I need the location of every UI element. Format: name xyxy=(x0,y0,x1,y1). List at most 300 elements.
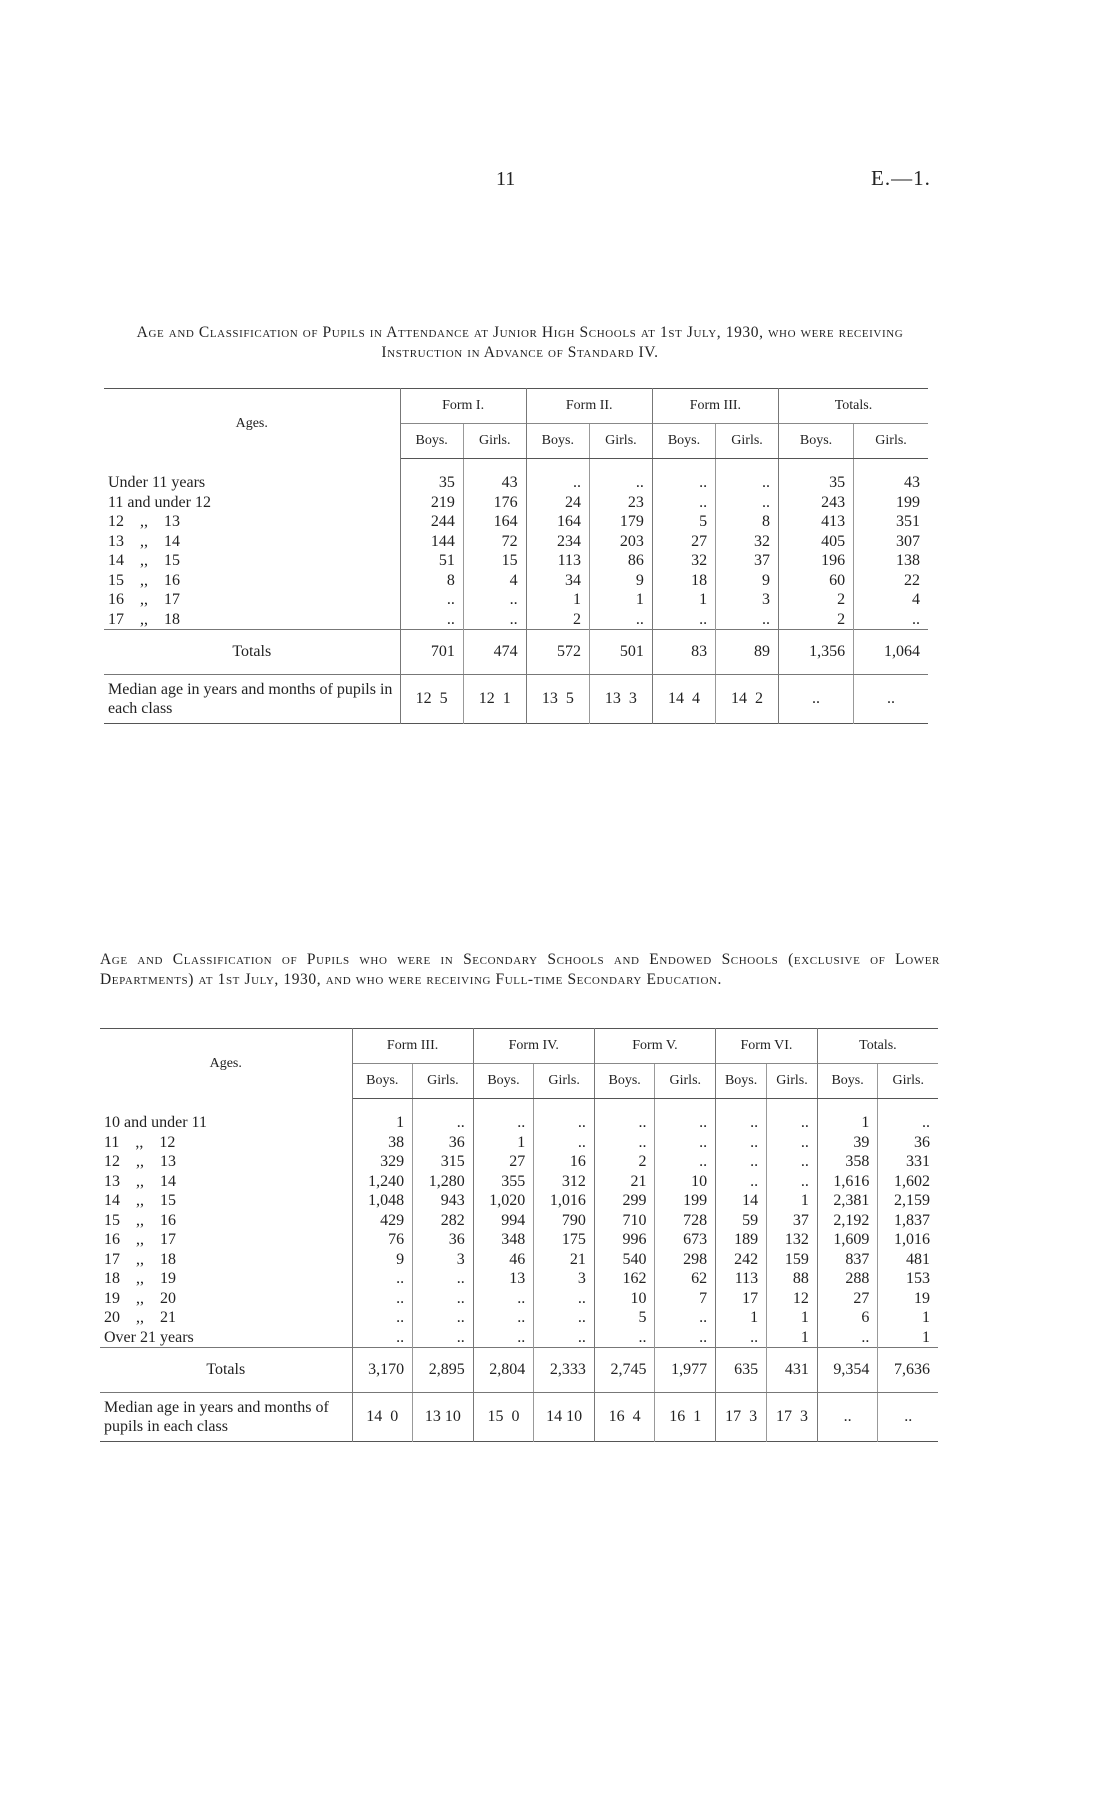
age-label-text: 16 ,, 17 xyxy=(104,1231,176,1248)
boys-value-cell: 1,616 xyxy=(817,1172,878,1192)
girls-value-cell: 331 xyxy=(878,1152,938,1172)
age-label-text: 15 ,, 16 xyxy=(108,571,180,589)
girls-value-cell: 4 xyxy=(854,590,928,610)
table-row xyxy=(104,493,928,513)
median-row xyxy=(100,1393,938,1442)
boys-value-cell: 164 xyxy=(526,512,589,532)
totals-row xyxy=(104,630,928,675)
median-value-cell: 17 3 xyxy=(767,1393,818,1442)
median-value-cell: .. xyxy=(817,1393,878,1442)
girls-value-cell: 298 xyxy=(655,1250,716,1270)
girls-value-cell: 8 xyxy=(716,512,779,532)
girls-value-cell: 9 xyxy=(589,571,652,591)
age-label xyxy=(104,571,400,591)
boys-value-cell: 329 xyxy=(352,1152,413,1172)
boys-value-cell: 355 xyxy=(473,1172,534,1192)
girls-subheader: Girls. xyxy=(854,424,928,459)
girls-value-cell: 312 xyxy=(534,1172,595,1192)
girls-value-cell: 1,280 xyxy=(413,1172,474,1192)
girls-value-cell: 62 xyxy=(655,1269,716,1289)
age-label-text: 11 ,, 12 xyxy=(104,1133,176,1151)
girls-value-cell: 164 xyxy=(463,512,526,532)
girls-value-cell: 36 xyxy=(413,1230,474,1250)
boys-value-cell: 5 xyxy=(594,1308,655,1328)
girls-subheader: Girls. xyxy=(878,1064,938,1099)
boys-value-cell: 994 xyxy=(473,1211,534,1231)
boys-value-cell: 2 xyxy=(778,610,853,630)
age-label-text: 20 ,, 21 xyxy=(104,1309,176,1326)
boys-value-cell: 358 xyxy=(817,1152,878,1172)
age-label xyxy=(100,1211,352,1231)
median-label: Median age in years and months of pupils in each class xyxy=(104,675,400,724)
boys-value-cell: 996 xyxy=(594,1230,655,1250)
boys-value-cell: 5 xyxy=(652,512,715,532)
age-label-text: 10 and under 11 xyxy=(104,1114,207,1131)
page-number: 11 xyxy=(496,168,516,190)
girls-value-cell: .. xyxy=(854,610,928,630)
girls-value-cell: .. xyxy=(534,1289,595,1309)
boys-value-cell: .. xyxy=(473,1328,534,1348)
girls-value-cell: 282 xyxy=(413,1211,474,1231)
girls-value-cell: .. xyxy=(767,1172,818,1192)
girls-value-cell: 2,159 xyxy=(878,1191,938,1211)
boys-value-cell: .. xyxy=(716,1172,767,1192)
girls-value-cell: .. xyxy=(655,1113,716,1133)
total-value-cell: 1,977 xyxy=(655,1348,716,1393)
median-value-cell: 14 10 xyxy=(534,1393,595,1442)
boys-value-cell: 1,020 xyxy=(473,1191,534,1211)
boys-value-cell: 1 xyxy=(716,1308,767,1328)
girls-value-cell: 175 xyxy=(534,1230,595,1250)
boys-value-cell: 242 xyxy=(716,1250,767,1270)
boys-value-cell: 35 xyxy=(778,473,853,493)
girls-value-cell: .. xyxy=(413,1328,474,1348)
boys-value-cell: .. xyxy=(352,1308,413,1328)
age-label-text: 12 ,, 13 xyxy=(108,513,180,530)
girls-value-cell: 1 xyxy=(878,1308,938,1328)
boys-value-cell: 76 xyxy=(352,1230,413,1250)
median-value-cell: 14 2 xyxy=(716,675,779,724)
girls-value-cell: 12 xyxy=(767,1289,818,1309)
spacer-row xyxy=(100,1099,938,1114)
girls-value-cell: 199 xyxy=(854,493,928,513)
ages-header: Ages. xyxy=(104,389,400,459)
total-value-cell: 83 xyxy=(652,630,715,675)
age-label-text: 11 and under 12 xyxy=(108,493,211,511)
form-header: Form VI. xyxy=(716,1029,818,1064)
boys-value-cell: .. xyxy=(352,1328,413,1348)
total-value-cell: 1,356 xyxy=(778,630,853,675)
median-row xyxy=(104,675,928,724)
total-value-cell: 635 xyxy=(716,1348,767,1393)
total-value-cell: 701 xyxy=(400,630,463,675)
boys-value-cell: .. xyxy=(652,493,715,513)
girls-value-cell: .. xyxy=(655,1308,716,1328)
girls-value-cell: 4 xyxy=(463,571,526,591)
age-label-text: 13 ,, 14 xyxy=(108,532,180,550)
boys-subheader: Boys. xyxy=(400,424,463,459)
boys-value-cell: 243 xyxy=(778,493,853,513)
boys-value-cell: 32 xyxy=(652,551,715,571)
age-label xyxy=(104,551,400,571)
boys-value-cell: .. xyxy=(716,1328,767,1348)
table-row xyxy=(100,1133,938,1153)
form-header: Form III. xyxy=(352,1029,473,1064)
boys-value-cell: 2,192 xyxy=(817,1211,878,1231)
form-header: Form IV. xyxy=(473,1029,594,1064)
total-value-cell: 3,170 xyxy=(352,1348,413,1393)
boys-subheader: Boys. xyxy=(526,424,589,459)
median-value-cell: 13 5 xyxy=(526,675,589,724)
boys-value-cell: 219 xyxy=(400,493,463,513)
girls-value-cell: .. xyxy=(655,1328,716,1348)
boys-value-cell: 13 xyxy=(473,1269,534,1289)
total-value-cell: 572 xyxy=(526,630,589,675)
girls-value-cell: 1,016 xyxy=(878,1230,938,1250)
girls-value-cell: .. xyxy=(655,1133,716,1153)
boys-value-cell: 38 xyxy=(352,1133,413,1153)
total-value-cell: 2,804 xyxy=(473,1348,534,1393)
form-header: Totals. xyxy=(778,389,928,424)
boys-subheader: Boys. xyxy=(778,424,853,459)
girls-subheader: Girls. xyxy=(716,424,779,459)
boys-value-cell: 299 xyxy=(594,1191,655,1211)
median-value-cell: 12 5 xyxy=(400,675,463,724)
girls-subheader: Girls. xyxy=(589,424,652,459)
boys-value-cell: .. xyxy=(400,610,463,630)
age-label-text: 17 ,, 18 xyxy=(108,610,180,628)
girls-value-cell: 86 xyxy=(589,551,652,571)
girls-value-cell: .. xyxy=(463,610,526,630)
form-header: Totals. xyxy=(817,1029,938,1064)
table-row xyxy=(100,1328,938,1348)
boys-value-cell: .. xyxy=(473,1308,534,1328)
boys-value-cell: 1 xyxy=(473,1133,534,1153)
girls-value-cell: 9 xyxy=(716,571,779,591)
girls-value-cell: .. xyxy=(463,590,526,610)
boys-value-cell: 34 xyxy=(526,571,589,591)
boys-value-cell: 113 xyxy=(716,1269,767,1289)
table-row xyxy=(104,610,928,630)
age-label xyxy=(104,473,400,493)
form-header: Form V. xyxy=(594,1029,715,1064)
girls-value-cell: .. xyxy=(413,1269,474,1289)
boys-value-cell: 1 xyxy=(352,1113,413,1133)
totals-label: Totals xyxy=(104,630,400,675)
girls-value-cell: 43 xyxy=(854,473,928,493)
table-row xyxy=(100,1308,938,1328)
girls-subheader: Girls. xyxy=(655,1064,716,1099)
girls-value-cell: .. xyxy=(534,1308,595,1328)
girls-value-cell: 1 xyxy=(589,590,652,610)
page-reference: E.—1. xyxy=(871,166,931,190)
girls-value-cell: 179 xyxy=(589,512,652,532)
boys-value-cell: 2,381 xyxy=(817,1191,878,1211)
age-label xyxy=(100,1308,352,1328)
girls-value-cell: 315 xyxy=(413,1152,474,1172)
total-value-cell: 431 xyxy=(767,1348,818,1393)
table2-caption: Age and Classification of Pupils who were in Secondary Schools and Endowed Schools (exclusive of Lower Departments) at 1st July, 1930, and who were receiving Full-time Secondary Education. xyxy=(100,951,940,988)
age-label-text: 15 ,, 16 xyxy=(104,1211,176,1229)
median-label: Median age in years and months of pupils in each class xyxy=(100,1393,352,1442)
age-label-text: 13 ,, 14 xyxy=(104,1172,176,1190)
girls-value-cell: 138 xyxy=(854,551,928,571)
boys-value-cell: 413 xyxy=(778,512,853,532)
girls-subheader: Girls. xyxy=(767,1064,818,1099)
table-row xyxy=(100,1250,938,1270)
girls-value-cell: 3 xyxy=(716,590,779,610)
girls-value-cell: .. xyxy=(534,1328,595,1348)
girls-value-cell: 790 xyxy=(534,1211,595,1231)
girls-value-cell: 673 xyxy=(655,1230,716,1250)
girls-value-cell: 1 xyxy=(767,1191,818,1211)
boys-value-cell: .. xyxy=(652,473,715,493)
median-value-cell: .. xyxy=(878,1393,938,1442)
age-label xyxy=(104,610,400,630)
median-value-cell: 16 1 xyxy=(655,1393,716,1442)
boys-value-cell: 21 xyxy=(594,1172,655,1192)
totals-label: Totals xyxy=(100,1348,352,1393)
median-value-cell: 14 4 xyxy=(652,675,715,724)
table-row xyxy=(104,571,928,591)
girls-value-cell: 15 xyxy=(463,551,526,571)
age-label xyxy=(104,512,400,532)
median-value-cell: 13 3 xyxy=(589,675,652,724)
age-label xyxy=(100,1191,352,1211)
girls-value-cell: .. xyxy=(413,1289,474,1309)
girls-value-cell: .. xyxy=(413,1113,474,1133)
age-label-text: Over 21 years xyxy=(104,1328,194,1346)
girls-value-cell: 72 xyxy=(463,532,526,552)
boys-value-cell: 51 xyxy=(400,551,463,571)
girls-value-cell: 481 xyxy=(878,1250,938,1270)
boys-value-cell: 59 xyxy=(716,1211,767,1231)
girls-value-cell: 37 xyxy=(767,1211,818,1231)
girls-value-cell: .. xyxy=(589,610,652,630)
table1-caption: Age and Classification of Pupils in Attendance at Junior High Schools at 1st July, 1930, who were receiving Instruction in Advance of Standard IV. xyxy=(136,324,904,361)
boys-subheader: Boys. xyxy=(716,1064,767,1099)
boys-value-cell: 2 xyxy=(594,1152,655,1172)
boys-value-cell: 1 xyxy=(652,590,715,610)
girls-value-cell: 88 xyxy=(767,1269,818,1289)
boys-value-cell: 39 xyxy=(817,1133,878,1153)
girls-value-cell: 7 xyxy=(655,1289,716,1309)
girls-value-cell: .. xyxy=(534,1133,595,1153)
boys-value-cell: .. xyxy=(716,1152,767,1172)
boys-value-cell: 6 xyxy=(817,1308,878,1328)
girls-value-cell: .. xyxy=(655,1152,716,1172)
girls-value-cell: 16 xyxy=(534,1152,595,1172)
total-value-cell: 1,064 xyxy=(854,630,928,675)
boys-subheader: Boys. xyxy=(352,1064,413,1099)
boys-value-cell: 35 xyxy=(400,473,463,493)
boys-value-cell: 8 xyxy=(400,571,463,591)
girls-value-cell: 1,837 xyxy=(878,1211,938,1231)
girls-value-cell: 43 xyxy=(463,473,526,493)
age-label xyxy=(100,1172,352,1192)
table-row xyxy=(104,551,928,571)
girls-value-cell: 36 xyxy=(413,1133,474,1153)
boys-value-cell: 2 xyxy=(526,610,589,630)
table-row xyxy=(104,473,928,493)
girls-value-cell: 199 xyxy=(655,1191,716,1211)
total-value-cell: 9,354 xyxy=(817,1348,878,1393)
girls-value-cell: 728 xyxy=(655,1211,716,1231)
age-label xyxy=(100,1113,352,1133)
boys-value-cell: .. xyxy=(352,1269,413,1289)
total-value-cell: 7,636 xyxy=(878,1348,938,1393)
boys-value-cell: 196 xyxy=(778,551,853,571)
boys-value-cell: 2 xyxy=(778,590,853,610)
boys-value-cell: 60 xyxy=(778,571,853,591)
girls-subheader: Girls. xyxy=(463,424,526,459)
girls-value-cell: 1 xyxy=(878,1328,938,1348)
boys-value-cell: 162 xyxy=(594,1269,655,1289)
girls-value-cell: 22 xyxy=(854,571,928,591)
boys-value-cell: 24 xyxy=(526,493,589,513)
age-label xyxy=(100,1250,352,1270)
boys-value-cell: 18 xyxy=(652,571,715,591)
median-value-cell: .. xyxy=(854,675,928,724)
median-value-cell: 12 1 xyxy=(463,675,526,724)
total-value-cell: 89 xyxy=(716,630,779,675)
boys-value-cell: 27 xyxy=(652,532,715,552)
girls-value-cell: .. xyxy=(589,473,652,493)
total-value-cell: 2,895 xyxy=(413,1348,474,1393)
boys-value-cell: .. xyxy=(473,1113,534,1133)
girls-value-cell: .. xyxy=(716,473,779,493)
total-value-cell: 474 xyxy=(463,630,526,675)
boys-value-cell: .. xyxy=(594,1113,655,1133)
age-label xyxy=(100,1152,352,1172)
boys-value-cell: 234 xyxy=(526,532,589,552)
girls-value-cell: 36 xyxy=(878,1133,938,1153)
boys-value-cell: 1 xyxy=(526,590,589,610)
boys-value-cell: .. xyxy=(716,1133,767,1153)
boys-value-cell: .. xyxy=(652,610,715,630)
boys-value-cell: 113 xyxy=(526,551,589,571)
boys-value-cell: 17 xyxy=(716,1289,767,1309)
boys-value-cell: 189 xyxy=(716,1230,767,1250)
boys-value-cell: 1 xyxy=(817,1113,878,1133)
table-row xyxy=(100,1289,938,1309)
girls-value-cell: 153 xyxy=(878,1269,938,1289)
total-value-cell: 2,333 xyxy=(534,1348,595,1393)
junior-high-schools-table xyxy=(104,388,928,724)
boys-value-cell: 837 xyxy=(817,1250,878,1270)
girls-value-cell: 351 xyxy=(854,512,928,532)
boys-subheader: Boys. xyxy=(652,424,715,459)
table-row xyxy=(100,1211,938,1231)
median-value-cell: 17 3 xyxy=(716,1393,767,1442)
table-row xyxy=(100,1191,938,1211)
table-row xyxy=(100,1152,938,1172)
boys-value-cell: 27 xyxy=(473,1152,534,1172)
boys-subheader: Boys. xyxy=(473,1064,534,1099)
form-header: Form III. xyxy=(652,389,778,424)
table-row xyxy=(100,1113,938,1133)
median-value-cell: 15 0 xyxy=(473,1393,534,1442)
age-label-text: 18 ,, 19 xyxy=(104,1270,176,1287)
boys-value-cell: 144 xyxy=(400,532,463,552)
girls-value-cell: 1,602 xyxy=(878,1172,938,1192)
boys-value-cell: .. xyxy=(473,1289,534,1309)
median-value-cell: 16 4 xyxy=(594,1393,655,1442)
girls-value-cell: .. xyxy=(767,1152,818,1172)
age-label-text: 14 ,, 15 xyxy=(108,552,180,569)
table-row xyxy=(100,1230,938,1250)
boys-value-cell: 10 xyxy=(594,1289,655,1309)
girls-value-cell: 1 xyxy=(767,1328,818,1348)
secondary-schools-table xyxy=(100,1028,938,1442)
boys-subheader: Boys. xyxy=(817,1064,878,1099)
boys-value-cell: 348 xyxy=(473,1230,534,1250)
boys-value-cell: .. xyxy=(716,1113,767,1133)
median-value-cell: 13 10 xyxy=(413,1393,474,1442)
table-row xyxy=(104,512,928,532)
boys-value-cell: 46 xyxy=(473,1250,534,1270)
boys-value-cell: 14 xyxy=(716,1191,767,1211)
boys-value-cell: 9 xyxy=(352,1250,413,1270)
boys-value-cell: .. xyxy=(817,1328,878,1348)
age-label-text: 12 ,, 13 xyxy=(104,1153,176,1170)
form-header: Form I. xyxy=(400,389,526,424)
girls-value-cell: .. xyxy=(534,1113,595,1133)
table-row xyxy=(104,532,928,552)
boys-value-cell: 1,048 xyxy=(352,1191,413,1211)
table-row xyxy=(100,1269,938,1289)
age-label xyxy=(100,1289,352,1309)
girls-subheader: Girls. xyxy=(413,1064,474,1099)
girls-value-cell: 21 xyxy=(534,1250,595,1270)
boys-value-cell: 710 xyxy=(594,1211,655,1231)
boys-value-cell: 1,240 xyxy=(352,1172,413,1192)
girls-value-cell: .. xyxy=(716,493,779,513)
total-value-cell: 2,745 xyxy=(594,1348,655,1393)
girls-value-cell: 203 xyxy=(589,532,652,552)
girls-value-cell: .. xyxy=(413,1308,474,1328)
age-label xyxy=(100,1230,352,1250)
girls-value-cell: 159 xyxy=(767,1250,818,1270)
girls-value-cell: 23 xyxy=(589,493,652,513)
table-row xyxy=(104,590,928,610)
girls-value-cell: .. xyxy=(767,1133,818,1153)
boys-value-cell: 429 xyxy=(352,1211,413,1231)
median-value-cell: 14 0 xyxy=(352,1393,413,1442)
boys-value-cell: .. xyxy=(400,590,463,610)
age-label xyxy=(104,532,400,552)
age-label-text: 16 ,, 17 xyxy=(108,591,180,608)
age-label xyxy=(104,493,400,513)
boys-value-cell: .. xyxy=(594,1328,655,1348)
age-label xyxy=(100,1328,352,1348)
girls-value-cell: 3 xyxy=(413,1250,474,1270)
girls-value-cell: .. xyxy=(878,1113,938,1133)
girls-value-cell: 32 xyxy=(716,532,779,552)
age-label xyxy=(104,590,400,610)
boys-value-cell: 540 xyxy=(594,1250,655,1270)
girls-value-cell: 943 xyxy=(413,1191,474,1211)
age-label-text: 19 ,, 20 xyxy=(104,1289,176,1307)
age-label xyxy=(100,1133,352,1153)
spacer-row xyxy=(104,459,928,474)
boys-value-cell: 244 xyxy=(400,512,463,532)
boys-subheader: Boys. xyxy=(594,1064,655,1099)
table-row xyxy=(100,1172,938,1192)
girls-value-cell: 307 xyxy=(854,532,928,552)
girls-value-cell: 1,016 xyxy=(534,1191,595,1211)
boys-value-cell: 1,609 xyxy=(817,1230,878,1250)
